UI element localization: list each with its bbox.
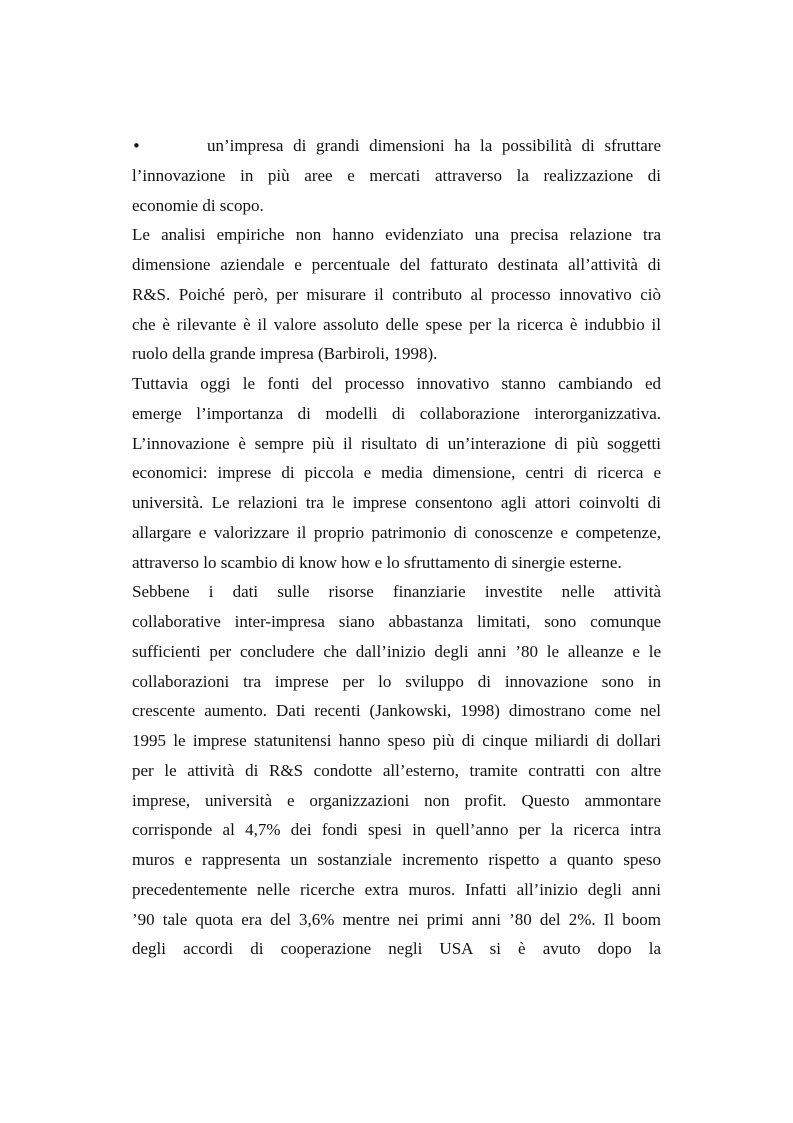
text-line: Le analisi empiriche non hanno evidenziato una precisa relazione tra [132,225,661,245]
text-line: l’innovazione in più aree e mercati attraverso la realizzazione di [132,165,661,185]
text-line: R&S. Poiché però, per misurare il contributo al processo innovativo ciò [132,284,661,304]
text-line: 1995 le imprese statunitensi hanno speso più di cinque miliardi di dollari [132,731,661,750]
text-line: collaborazioni tra imprese per lo sviluppo di innovazione sono in [132,671,661,691]
text-line: economici: imprese di piccola e media dimensione, centri di ricerca e [132,463,661,483]
text-line: crescente aumento. Dati recenti (Jankowski, 1998) dimostrano come nel [132,701,661,721]
text-line: sufficienti per concludere che dall’inizio degli anni ’80 le alleanze e le [132,641,661,661]
text-line: collaborative inter-impresa siano abbastanza limitati, sono comunque [132,612,661,631]
text-line: ’90 tale quota era del 3,6% mentre nei primi anni ’80 del 2%. Il boom [132,909,661,929]
bullet-icon: • [132,137,141,155]
text-line: precedentemente nelle ricerche extra muros. Infatti all’inizio degli anni [132,879,661,899]
text-line: degli accordi di cooperazione negli USA si è avuto dopo la [132,939,661,959]
text-line: allargare e valorizzare il proprio patrimonio di conoscenze e competenze, [132,522,661,542]
text-line: imprese, università e organizzazioni non profit. Questo ammontare [132,790,661,810]
bullet-item [132,131,661,161]
text-line: che è rilevante è il valore assoluto delle spese per la ricerca è indubbio il [132,314,661,334]
body-text [132,131,661,964]
text-line: muros e rappresenta un sostanziale incremento rispetto a quanto speso [132,850,661,869]
text-line: un’impresa di grandi dimensioni ha la possibilità di sfruttare [207,136,661,155]
text-line: economie di scopo. [132,195,264,215]
text-line: attraverso lo scambio di know how e lo sfruttamento di sinergie esterne. [132,552,622,572]
text-line: dimensione aziendale e percentuale del fatturato destinata all’attività di [132,255,661,274]
text-line: Tuttavia oggi le fonti del processo innovativo stanno cambiando ed [132,374,661,393]
text-line: ruolo della grande impresa (Barbiroli, 1998). [132,344,438,364]
text-line: per le attività di R&S condotte all’esterno, tramite contratti con altre [132,760,661,780]
text-line: Sebbene i dati sulle risorse finanziarie investite nelle attività [132,582,661,602]
text-line: corrisponde al 4,7% dei fondi spesi in quell’anno per la ricerca intra [132,820,661,840]
text-line: L’innovazione è sempre più il risultato di un’interazione di più soggetti [132,433,661,453]
text-line: università. Le relazioni tra le imprese consentono agli attori coinvolti di [132,493,661,512]
text-line: emerge l’importanza di modelli di collaborazione interorganizzativa. [132,403,661,423]
